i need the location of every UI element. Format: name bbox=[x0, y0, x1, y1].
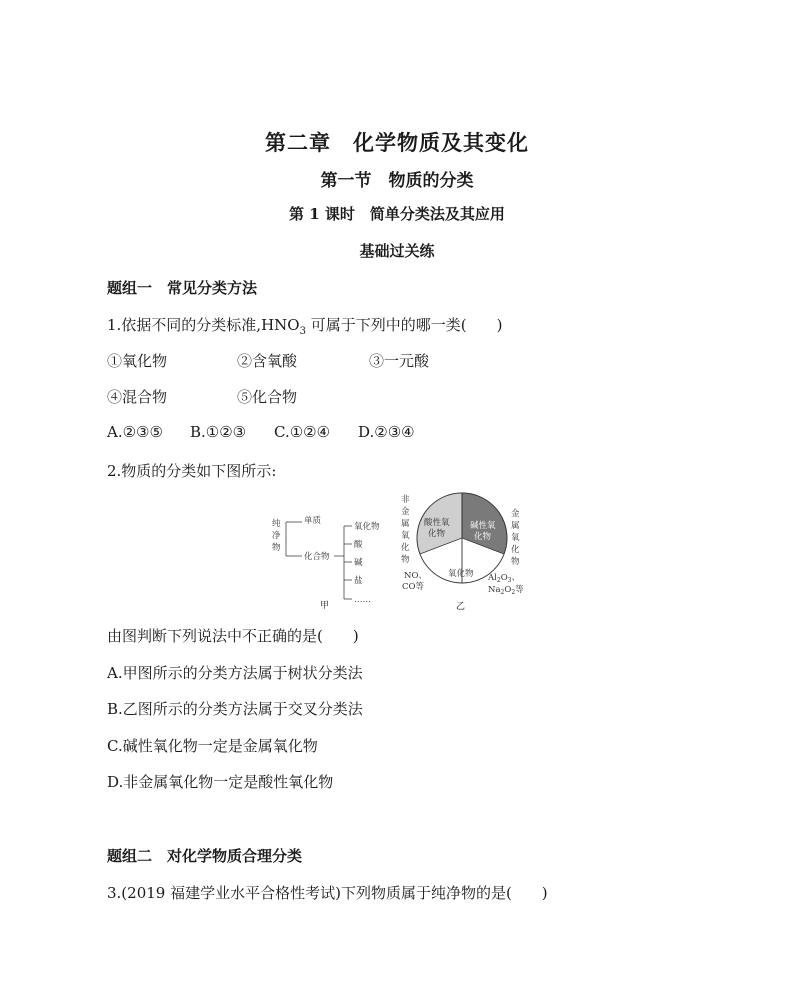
q1-option-c: C.①②④ bbox=[274, 423, 331, 441]
pie-right-label-5: 物 bbox=[511, 557, 520, 567]
pie-caption: 乙 bbox=[456, 602, 466, 612]
pie-right-label-1: 金 bbox=[511, 509, 520, 519]
pie-right-label-2: 属 bbox=[511, 521, 520, 531]
q2-option-c: C.碱性氧化物一定是金属氧化物 bbox=[107, 737, 318, 755]
tree-root-3: 物 bbox=[272, 543, 281, 553]
pie-left-label-1: 非 bbox=[401, 495, 410, 505]
cross-diagram bbox=[398, 490, 528, 610]
q1-item-1: ①氧化物 bbox=[107, 352, 168, 370]
pie-acidic-label-1: 酸性氧 bbox=[424, 518, 450, 528]
pie-left-label-4: 氧 bbox=[401, 531, 410, 541]
q2-option-a: A.甲图所示的分类方法属于树状分类法 bbox=[107, 664, 363, 682]
q2-option-b: B.乙图所示的分类方法属于交叉分类法 bbox=[107, 700, 363, 718]
tree-leaf-oxide: 氧化物 bbox=[354, 522, 380, 532]
pie-right-label-3: 氧 bbox=[511, 533, 520, 543]
q1-prefix: 1.依据不同的分类标准,HNO bbox=[107, 316, 300, 334]
q1-option-a: A.②③⑤ bbox=[107, 423, 163, 441]
chapter-title: 第二章 化学物质及其变化 bbox=[265, 130, 529, 155]
question-1-stem bbox=[107, 314, 502, 337]
tree-leaf-base: 碱 bbox=[354, 558, 363, 568]
tree-branch-elemental: 单质 bbox=[304, 516, 322, 526]
pie-right-label-4: 化 bbox=[511, 545, 520, 555]
tree-branch-compound: 化合物 bbox=[304, 552, 330, 562]
pie-no-co-1: NO、 bbox=[404, 571, 427, 581]
question-3-stem: 3.(2019 福建学业水平合格性考试)下列物质属于纯净物的是( ) bbox=[107, 884, 548, 902]
tree-root-2: 净 bbox=[272, 531, 281, 541]
q1-suffix: 可属于下列中的哪一类( ) bbox=[305, 316, 503, 334]
q1-item-5: ⑤化合物 bbox=[237, 388, 298, 406]
q2-option-d: D.非金属氧化物一定是酸性氧化物 bbox=[107, 773, 334, 791]
tree-diagram bbox=[268, 492, 388, 612]
q1-item-2: ②含氧酸 bbox=[237, 352, 298, 370]
pie-left-label-6: 物 bbox=[401, 555, 410, 565]
question-2-stem: 2.物质的分类如下图所示: bbox=[107, 462, 277, 480]
q1-item-3: ③一元酸 bbox=[369, 352, 430, 370]
q1-option-d: D.②③④ bbox=[358, 423, 415, 441]
pie-acidic-label-2: 化物 bbox=[428, 529, 446, 539]
section-title: 第一节 物质的分类 bbox=[320, 171, 474, 191]
pie-no-co-2: CO等 bbox=[402, 582, 424, 592]
q1-subscript: 3 bbox=[299, 326, 306, 337]
exercise-title: 基础过关练 bbox=[359, 242, 435, 260]
q1-option-b: B.①②③ bbox=[190, 423, 247, 441]
question-2-ask: 由图判断下列说法中不正确的是( ) bbox=[107, 627, 359, 645]
tree-leaf-more: …… bbox=[354, 595, 371, 605]
group1-title: 题组一 常见分类方法 bbox=[107, 279, 258, 297]
pie-bottom-label: 氧化物 bbox=[448, 569, 474, 579]
tree-leaf-salt: 盐 bbox=[354, 576, 363, 586]
group2-title: 题组二 对化学物质合理分类 bbox=[107, 847, 303, 865]
tree-caption: 甲 bbox=[320, 601, 330, 611]
tree-leaf-acid: 酸 bbox=[354, 540, 363, 550]
pie-left-label-5: 化 bbox=[401, 543, 410, 553]
pie-basic-label-1: 碱性氧 bbox=[470, 521, 496, 531]
lesson-title: 第 1 课时 简单分类法及其应用 bbox=[289, 205, 505, 223]
tree-root-1: 纯 bbox=[272, 519, 281, 529]
pie-left-label-3: 属 bbox=[401, 519, 410, 529]
pie-left-label-2: 金 bbox=[401, 507, 410, 517]
pie-basic-label-2: 化物 bbox=[474, 532, 492, 542]
pie-al-na-1: $Al_2O_3$、 bbox=[488, 573, 520, 584]
pie-al-na-2: $Na_2O_2$等 bbox=[488, 585, 524, 596]
q1-item-4: ④混合物 bbox=[107, 388, 168, 406]
